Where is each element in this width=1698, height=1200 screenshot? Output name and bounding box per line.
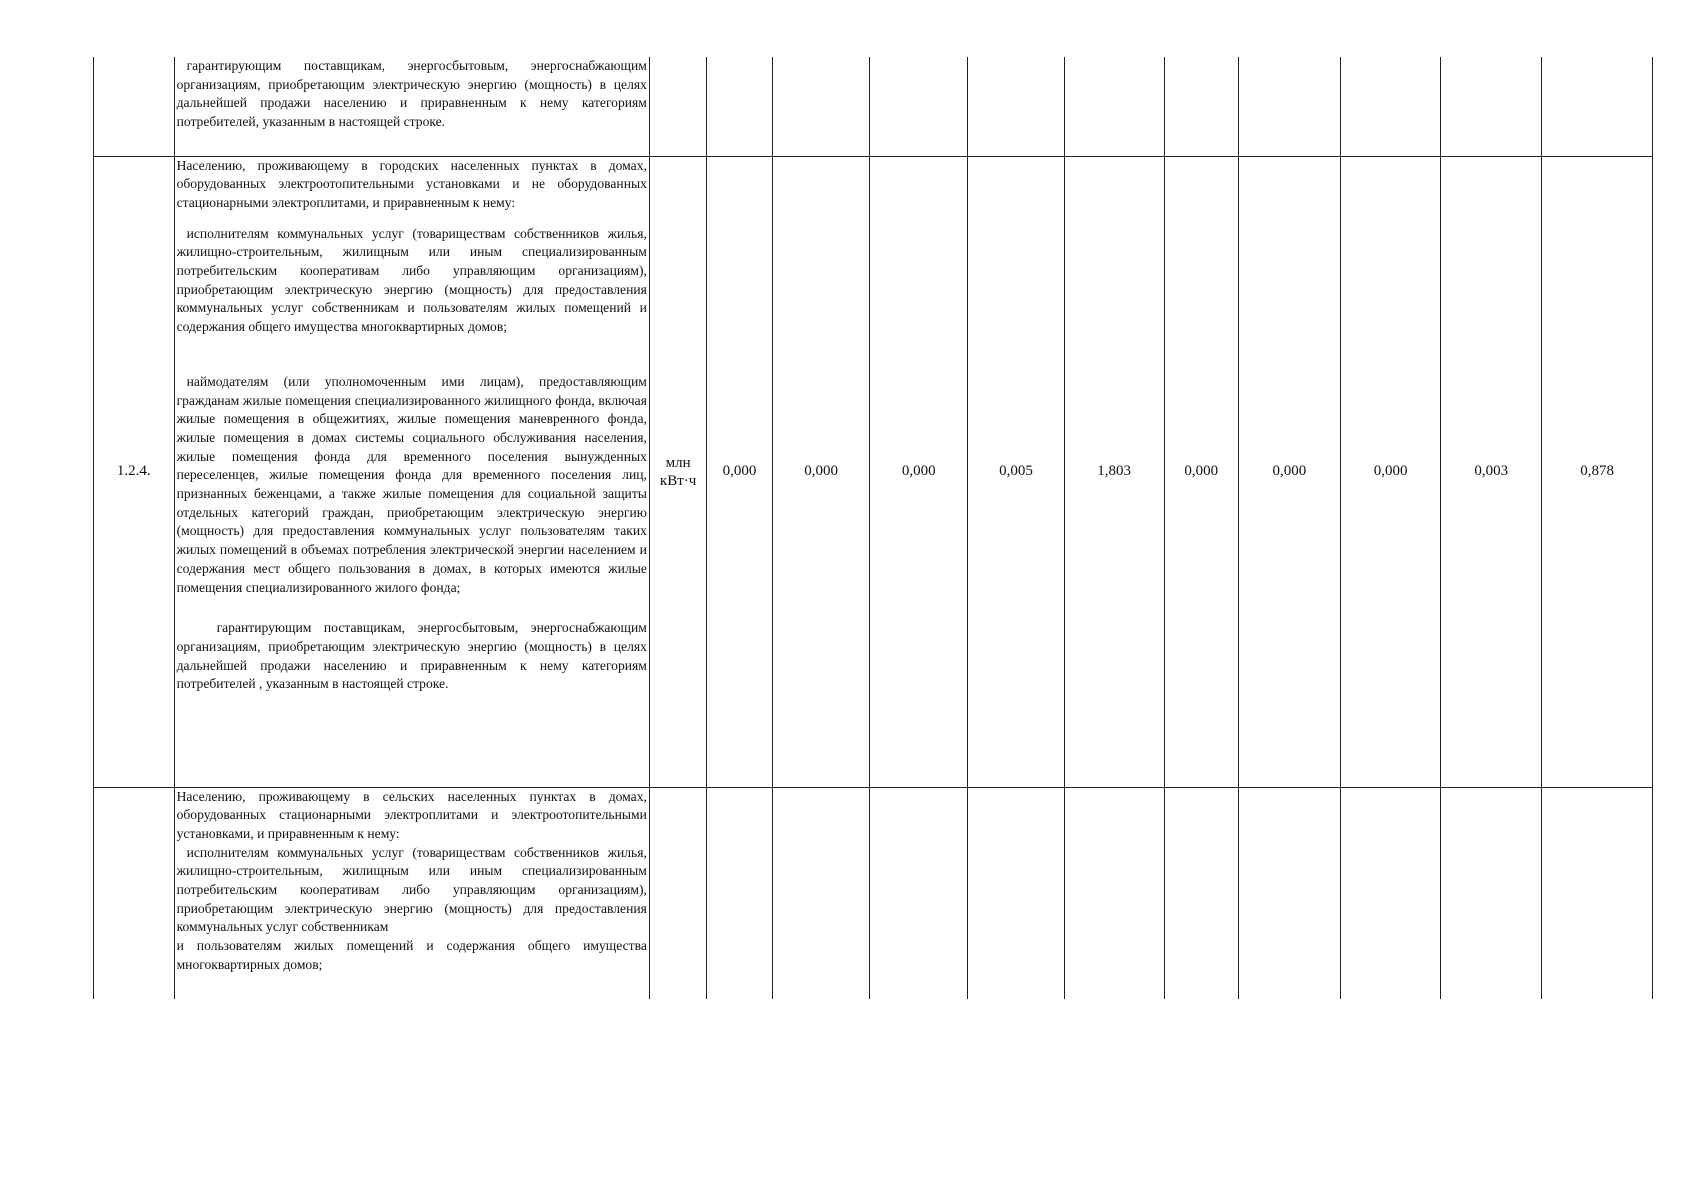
value-cell [1542, 787, 1653, 999]
value-cell: 0,000 [870, 156, 968, 787]
value-cell: 0,000 [707, 156, 772, 787]
value-cell [1441, 57, 1542, 156]
value-cell: 0,878 [1542, 156, 1653, 787]
value-cell [772, 787, 870, 999]
value-cell: 0,000 [1164, 156, 1239, 787]
row-number-cell: 1.2.4. [94, 156, 175, 787]
paragraph: и пользователям жилых помещений и содержания общего имущества многоквартирных домов; [176, 938, 647, 972]
value-cell: 1,803 [1064, 156, 1164, 787]
value-cell: 0,005 [968, 156, 1065, 787]
value-cell [772, 57, 870, 156]
paragraph: исполнителям коммунальных услуг (товариществам собственников жилья, жилищно-строительным, жилищным или иным специализированным потребительским кооперативам либо управляющим организациям), приобретающим электрическую энергию (мощность) для предоставления коммунальных услуг собственникам и пользователям жилых помещений и содержания общего имущества многоквартирных домов; [176, 225, 647, 335]
table-row [94, 57, 1653, 156]
paragraph: гарантирующим поставщикам, энергосбытовым, энергоснабжающим организациям, приобретающим электрическую энергию (мощность) в целях дальнейшей продажи населению и приравненным к нему категориям потребителей , указанным в настоящей строке. [176, 620, 647, 692]
value-cell [1441, 787, 1542, 999]
value-cell [1340, 787, 1441, 999]
value-cell [707, 57, 772, 156]
table-row [94, 156, 1653, 787]
table-row [94, 787, 1653, 999]
value-cell: 0,000 [1239, 156, 1341, 787]
value-cell: 0,000 [772, 156, 870, 787]
value-cell [1064, 57, 1164, 156]
value-cell [1542, 57, 1653, 156]
value-cell [870, 57, 968, 156]
value-cell [1064, 787, 1164, 999]
value-cell [1340, 57, 1441, 156]
value-cell [1239, 57, 1341, 156]
unit-cell [649, 57, 706, 156]
row-description [174, 156, 649, 787]
value-cell [1164, 57, 1239, 156]
row-number-cell [94, 787, 175, 999]
paragraph: Населению, проживающему в городских населенных пунктах в домах, оборудованных электроотопительными установками и не оборудованных стационарными электроплитами, и приравненным к нему: [176, 157, 647, 210]
value-cell [870, 787, 968, 999]
value-cell [968, 787, 1065, 999]
paragraph: Населению, проживающему в сельских населенных пунктах в домах, оборудованных стационарными электроплитами и электроотопительными установками, и приравненным к нему: [176, 788, 647, 841]
paragraph: наймодателям (или уполномоченным ими лицам), предоставляющим гражданам жилые помещения специализированного жилищного фонда, включая жилые помещения в общежитиях, жилые помещения маневренного фонда, жилые помещения в домах системы социального обслуживания населения, жилые помещения фонда для временного поселения вынужденных переселенцев, жилые помещения фонда для временного поселения лиц, признанных беженцами, а также жилые помещения для социальной защиты отдельных категорий граждан, приобретающим электрическую энергию (мощность) для предоставления коммунальных услуг пользователям таких жилых помещений в объемах потребления электрической энергии населением и содержания мест общего пользования в домах, в которых имеются жилые помещения специализированного жилого фонда; [176, 373, 647, 595]
paragraph: гарантирующим поставщикам, энергосбытовым, энергоснабжающим организациям, приобретающим электрическую энергию (мощность) в целях дальнейшей продажи населению и приравненным к нему категориям потребителей, указанным в настоящей строке. [176, 58, 647, 130]
value-cell: 0,000 [1340, 156, 1441, 787]
unit-cell: млн кВт·ч [649, 156, 706, 787]
row-description [174, 787, 649, 999]
paragraph: исполнителям коммунальных услуг (товариществам собственников жилья, жилищно-строительным, жилищным или иным специализированным потребительским кооперативам либо управляющим организациям), приобретающим электрическую энергию (мощность) для предоставления коммунальных услуг собственникам [176, 844, 647, 935]
value-cell [968, 57, 1065, 156]
value-cell [707, 787, 772, 999]
value-cell [1239, 787, 1341, 999]
unit-cell [649, 787, 706, 999]
row-description [174, 57, 649, 156]
tariff-table [93, 57, 1653, 999]
row-number-cell [94, 57, 175, 156]
value-cell [1164, 787, 1239, 999]
value-cell: 0,003 [1441, 156, 1542, 787]
